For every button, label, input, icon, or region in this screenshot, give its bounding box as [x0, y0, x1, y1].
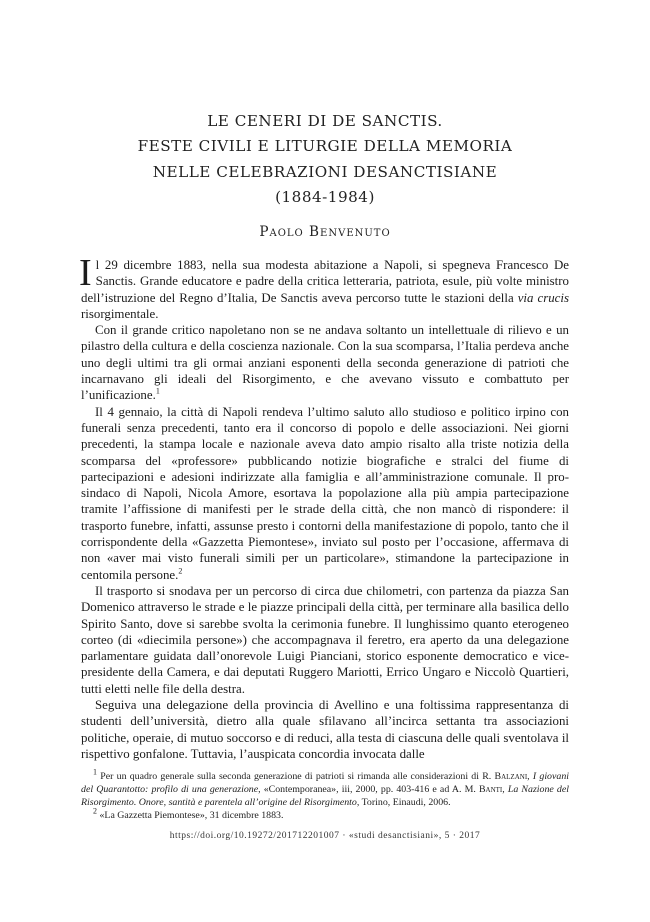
- paragraph-4: [81, 583, 569, 697]
- paragraph-1: [79, 252, 569, 322]
- paragraph-1-text-a: l 29 dicembre 1883, nella sua modesta abitazione a Napoli, si spegneva Francesco De Sanctis. Grande educatore e padre della critica letteraria, patriota, esule, più volte ministro dell’istruzione del Regno d’Italia, De Sanctis aveva percorso tutte le stazioni della: [81, 258, 569, 305]
- paragraph-2-text: Con il grande critico napoletano non se ne andava soltanto un intellettuale di rilievo e un pilastro della cultura e della coscienza nazionale. Con la sua scomparsa, l’Italia perdeva anche uno degli ultimi tra gli ormai anziani esponenti della seconda generazione di patrioti che incarnavano gli ideali del Risorgimento, e che avevano vissuto e combattuto per l’unificazione.: [81, 323, 569, 403]
- footnote-1-b: ,: [527, 771, 533, 782]
- article-title-line-1: LE CENERI DI DE SANCTIS.: [207, 112, 443, 130]
- footnote-1-number: 1: [93, 767, 97, 777]
- footnote-1-a: Per un quadro generale sulla seconda generazione di patrioti si rimanda alle considerazioni di R.: [100, 771, 495, 782]
- footnote-1: [81, 767, 570, 809]
- footnotes: [81, 767, 570, 822]
- footnote-1-c: , «Contemporanea», iii, 2000, pp. 403-416 e ad A. M.: [258, 784, 479, 795]
- doi-footer[interactable]: https://doi.org/10.19272/201712201007 · «studi desanctisiani», 5 · 2017: [169, 831, 481, 841]
- article-title-line-3: NELLE CELEBRAZIONI DESANCTISIANE: [152, 163, 498, 181]
- footnote-1-author-2: Banti: [478, 784, 503, 795]
- footnote-2: [81, 806, 569, 822]
- paragraph-1-italic: via crucis: [517, 290, 569, 305]
- paragraph-3: [81, 404, 569, 583]
- paragraph-2: [81, 322, 569, 403]
- footnote-1-d: ,: [502, 784, 508, 795]
- footnote-1-title-1: I giovani del Quarantotto: profilo di una generazione: [81, 771, 570, 795]
- footnote-2-text: «La Gazzetta Piemontese», 31 dicembre 1883.: [99, 810, 284, 821]
- footnote-1-title-2: La Nazione del Risorgimento. Onore, santità e parentela all’origine del Risorgimento: [81, 784, 569, 808]
- drop-cap: I: [79, 252, 92, 294]
- footnote-ref-2[interactable]: 2: [178, 566, 183, 576]
- paragraph-3-text: Il 4 gennaio, la città di Napoli rendeva l’ultimo saluto allo studioso e politico irpino con funerali senza precedenti, tanto era il concorso di popolo e delle associazioni. Nei giorni precedenti, la stampa locale e nazionale aveva dato ampio risalto alla triste notizia della scomparsa del «professore» pubblicando notizie biografiche e stralci del fiume di partecipazioni e adesioni indirizzate alla famiglia e all’amministrazione comunale. Il pro-sindaco di Napoli, Nicola Amore, esortava la popolazione alla più ampia partecipazione tramite l’affissione di manifesti per le strade della città, che non mancò di rispondere: il trasporto funebre, infatti, assunse presto i contorni della manifestazione di popolo, tanto che il corrispondente della «Gazzetta Piemontese», inviato sul posto per l’occasione, affermava di non «aver mai visto funerali simili per un particolare», stimandone la partecipazione in centomila persone.: [81, 404, 569, 582]
- paragraph-4-text: Il trasporto si snodava per un percorso di circa due chilometri, con partenza da piazza San Domenico attraverso le strade e le piazze principali della città, per terminare alla basilica dello Spirito Santo, dove si sarebbe svolta la cerimonia funebre. Il lunghissimo quanto eterogeneo corteo (di «diecimila persone») che accompagnava il feretro, era aperto da una delegazione parlamentare guidata dall’onorevole Luigi Pianciani, storico esponente democratico e vice-presidente della Camera, e dai deputati Ruggero Mariotti, Errico Ungaro e Niccolò Quartieri, tutti eletti nelle file della destra.: [81, 583, 569, 696]
- paragraph-5-text: Seguiva una delegazione della provincia di Avellino e una foltissima rappresentanza di studenti dell’università, dietro alla quale sfilavano all’incirca settanta tra associazioni politiche, operaie, di mutuo soccorso e di reduci, alla testa di ciascuna delle quali sventolava il rispettivo gonfalone. Tuttavia, l’auspicata concordia invocata dalle: [81, 698, 569, 761]
- author-name: Paolo Benvenuto: [259, 224, 391, 240]
- footnote-ref-1[interactable]: 1: [155, 387, 160, 397]
- article-body: [79, 252, 569, 762]
- paragraph-1-text-b: risorgimentale.: [81, 306, 159, 321]
- article-title-dates: (1884-1984): [275, 188, 375, 206]
- footnote-1-e: , Torino, Einaudi, 2006.: [356, 797, 451, 808]
- article-title-line-2: FESTE CIVILI E LITURGIE DELLA MEMORIA: [137, 137, 513, 155]
- footnote-1-author-1: Balzani: [494, 771, 528, 782]
- footnote-2-number: 2: [93, 806, 97, 816]
- paragraph-5: [81, 697, 569, 762]
